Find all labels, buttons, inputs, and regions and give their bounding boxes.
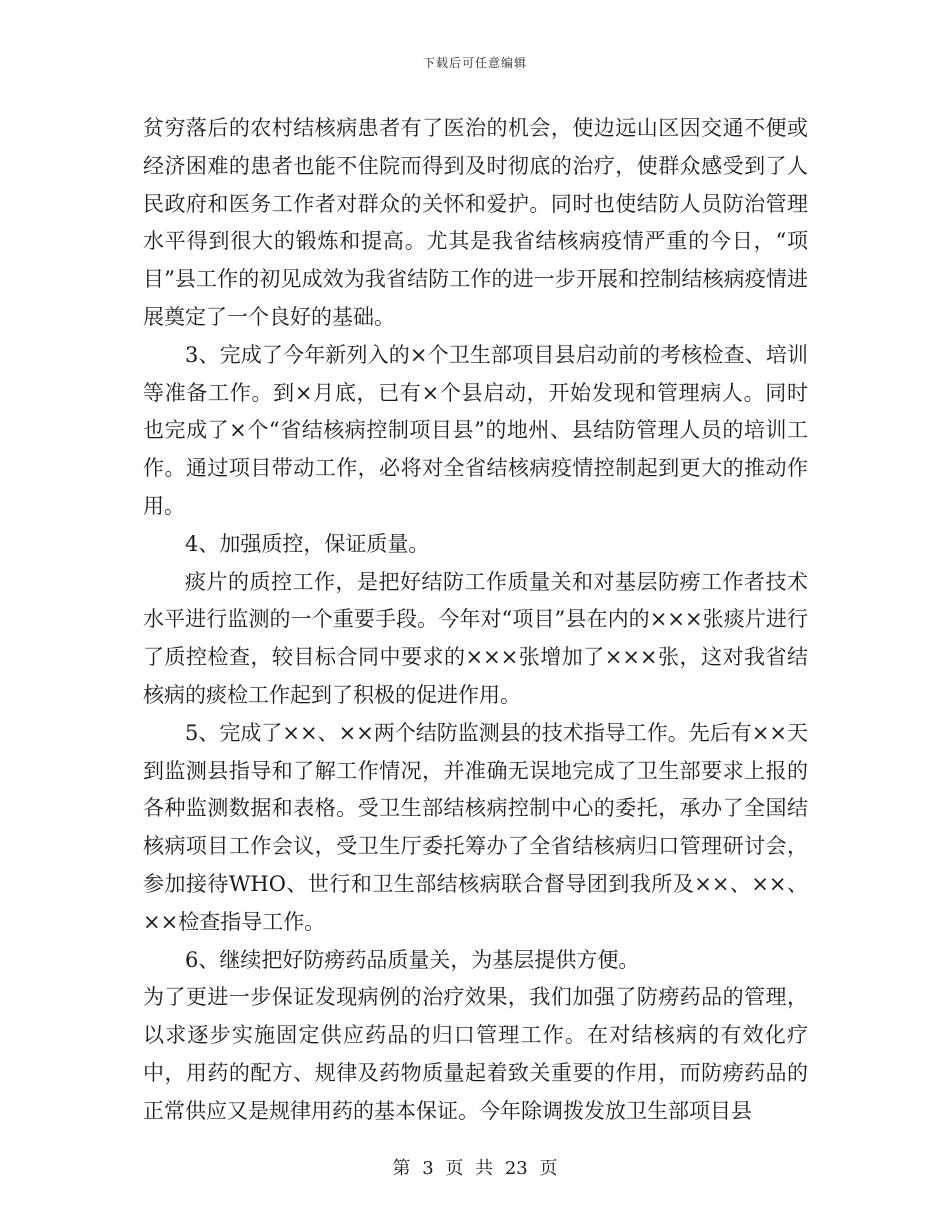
paragraph-3-heading: 4、加强质控，保证质量。 [185, 531, 430, 556]
paragraph-5: 5、完成了××、××两个结防监测县的技术指导工作。先后有××天到监测县指导和了解工作情况，并准确无误地完成了卫生部要求上报的各种监测数据和表格。受卫生部结核病控制中心的委托，承办了全国结核病项目工作会议，受卫生厅委托筹办了全省结核病归口管理研讨会，参加接待WHO、世行和卫生部结核病联合督导团到我所及××、××、××检查指导工作。 [143, 720, 808, 934]
paragraph-4: 痰片的质控工作，是把好结防工作质量关和对基层防痨工作者技术水平进行监测的一个重要手段。今年对“项目”县在内的×××张痰片进行了质控检查，较目标合同中要求的×××张增加了×××张，这对我省结核病的痰检工作起到了积极的促进作用。 [143, 569, 808, 707]
paragraph-7: 为了更进一步保证发现病例的治疗效果，我们加强了防痨药品的管理，以求逐步实施固定供应药品的归口管理工作。在对结核病的有效化疗中，用药的配方、规律及药物质量起着致关重要的作用，而防痨药品的正常供应又是规律用药的基本保证。今年除调拨发放卫生部项目县 [143, 985, 808, 1123]
document-body [143, 110, 808, 1131]
paragraph-2: 3、完成了今年新列入的×个卫生部项目县启动前的考核检查、培训等准备工作。到×月底，已有×个县启动，开始发现和管理病人。同时也完成了×个“省结核病控制项目县”的地州、县结防管理人员的培训工作。通过项目带动工作，必将对全省结核病疫情控制起到更大的推动作用。 [143, 342, 808, 518]
paragraph-6-heading: 6、继续把好防痨药品质量关，为基层提供方便。 [185, 947, 640, 972]
page-header: 下载后可任意编辑 [422, 56, 527, 70]
paragraph-1: 贫穷落后的农村结核病患者有了医治的机会，使边远山区因交通不便或经济困难的患者也能不住院而得到及时彻底的治疗，使群众感受到了人民政府和医务工作者对群众的关怀和爱护。同时也使结防人员防治管理水平得到很大的锻炼和提高。尤其是我省结核病疫情严重的今日，“项目”县工作的初见成效为我省结防工作的进一步开展和控制结核病疫情进展奠定了一个良好的基础。 [143, 116, 808, 329]
page-footer: 第 3 页 共 23 页 [392, 1158, 558, 1179]
